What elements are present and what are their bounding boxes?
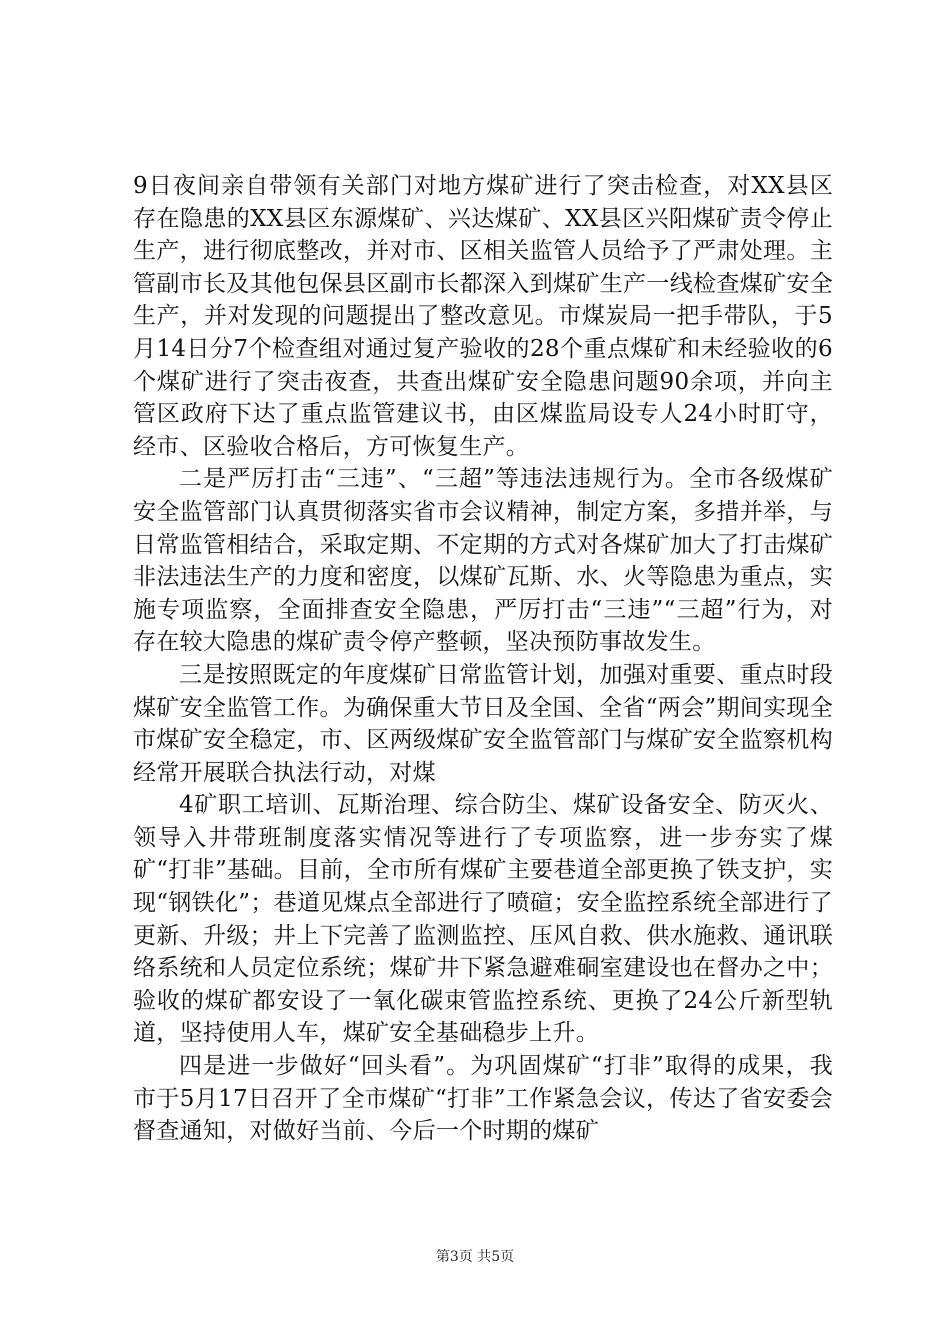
paragraph-continuation: 9日夜间亲自带领有关部门对地方煤矿进行了突击检查，对XX县区存在隐患的XX县区东源煤矿、兴达煤矿、XX县区兴阳煤矿责令停止生产，进行彻底整改，并对市、区相关监管人员给予了严肃处理。主管副市长及其他包保县区副市长都深入到煤矿生产一线检查煤矿安全生产，并对发现的问题提出了整改意见。市煤炭局一把手带队，于5月14日分7个检查组对通过复产验收的28个重点煤矿和未经验收的6个煤矿进行了突击夜查，共查出煤矿安全隐患问题90余项，并向主管区政府下达了重点监管建议书，由区煤监局设专人24小时盯守，经市、区验收合格后，方可恢复生产。 xyxy=(133,173,833,460)
paragraph-point-four: 四是进一步做好“回头看”。为巩固煤矿“打非”取得的成果，我市于5月17日召开了全市煤矿“打非”工作紧急会议，传达了省安委会督查通知，对做好当前、今后一个时期的煤矿 xyxy=(133,1053,833,1145)
paragraph-point-three: 三是按照既定的年度煤矿日常监管计划，加强对重要、重点时段煤矿安全监管工作。为确保重大节日及全国、全省“两会”期间实现全市煤矿安全稳定，市、区两级煤矿安全监管部门与煤矿安全监察机构经常开展联合执法行动，对煤 xyxy=(133,661,833,786)
document-body xyxy=(133,170,833,1148)
page-number-footer: 第3页 共5页 xyxy=(435,1249,515,1265)
paragraph-point-three-continued: 4矿职工培训、瓦斯治理、综合防尘、煤矿设备安全、防灭火、领导入井带班制度落实情况等进行了专项监察，进一步夯实了煤矿“打非”基础。目前，全市所有煤矿主要巷道全部更换了铁支护，实现“钢铁化”；巷道见煤点全部进行了喷碹；安全监控系统全部进行了更新、升级；井上下完善了监测监控、压风自救、供水施救、通讯联络系统和人员定位系统；煤矿井下紧急避难硐室建设也在督办之中；验收的煤矿都安设了一氧化碳束管监控系统、更换了24公斤新型轨道，坚持使用人车，煤矿安全基础稳步上升。 xyxy=(133,792,833,1047)
paragraph-point-two: 二是严厉打击“三违”、“三超”等违法违规行为。全市各级煤矿安全监管部门认真贯彻落实省市会议精神，制定方案，多措并举，与日常监管相结合，采取定期、不定期的方式对各煤矿加大了打击煤矿非法违法生产的力度和密度，以煤矿瓦斯、水、火等隐患为重点，实施专项监察，全面排查安全隐患，严厉打击“三违”“三超”行为，对存在较大隐患的煤矿责令停产整顿，坚决预防事故发生。 xyxy=(133,466,833,656)
